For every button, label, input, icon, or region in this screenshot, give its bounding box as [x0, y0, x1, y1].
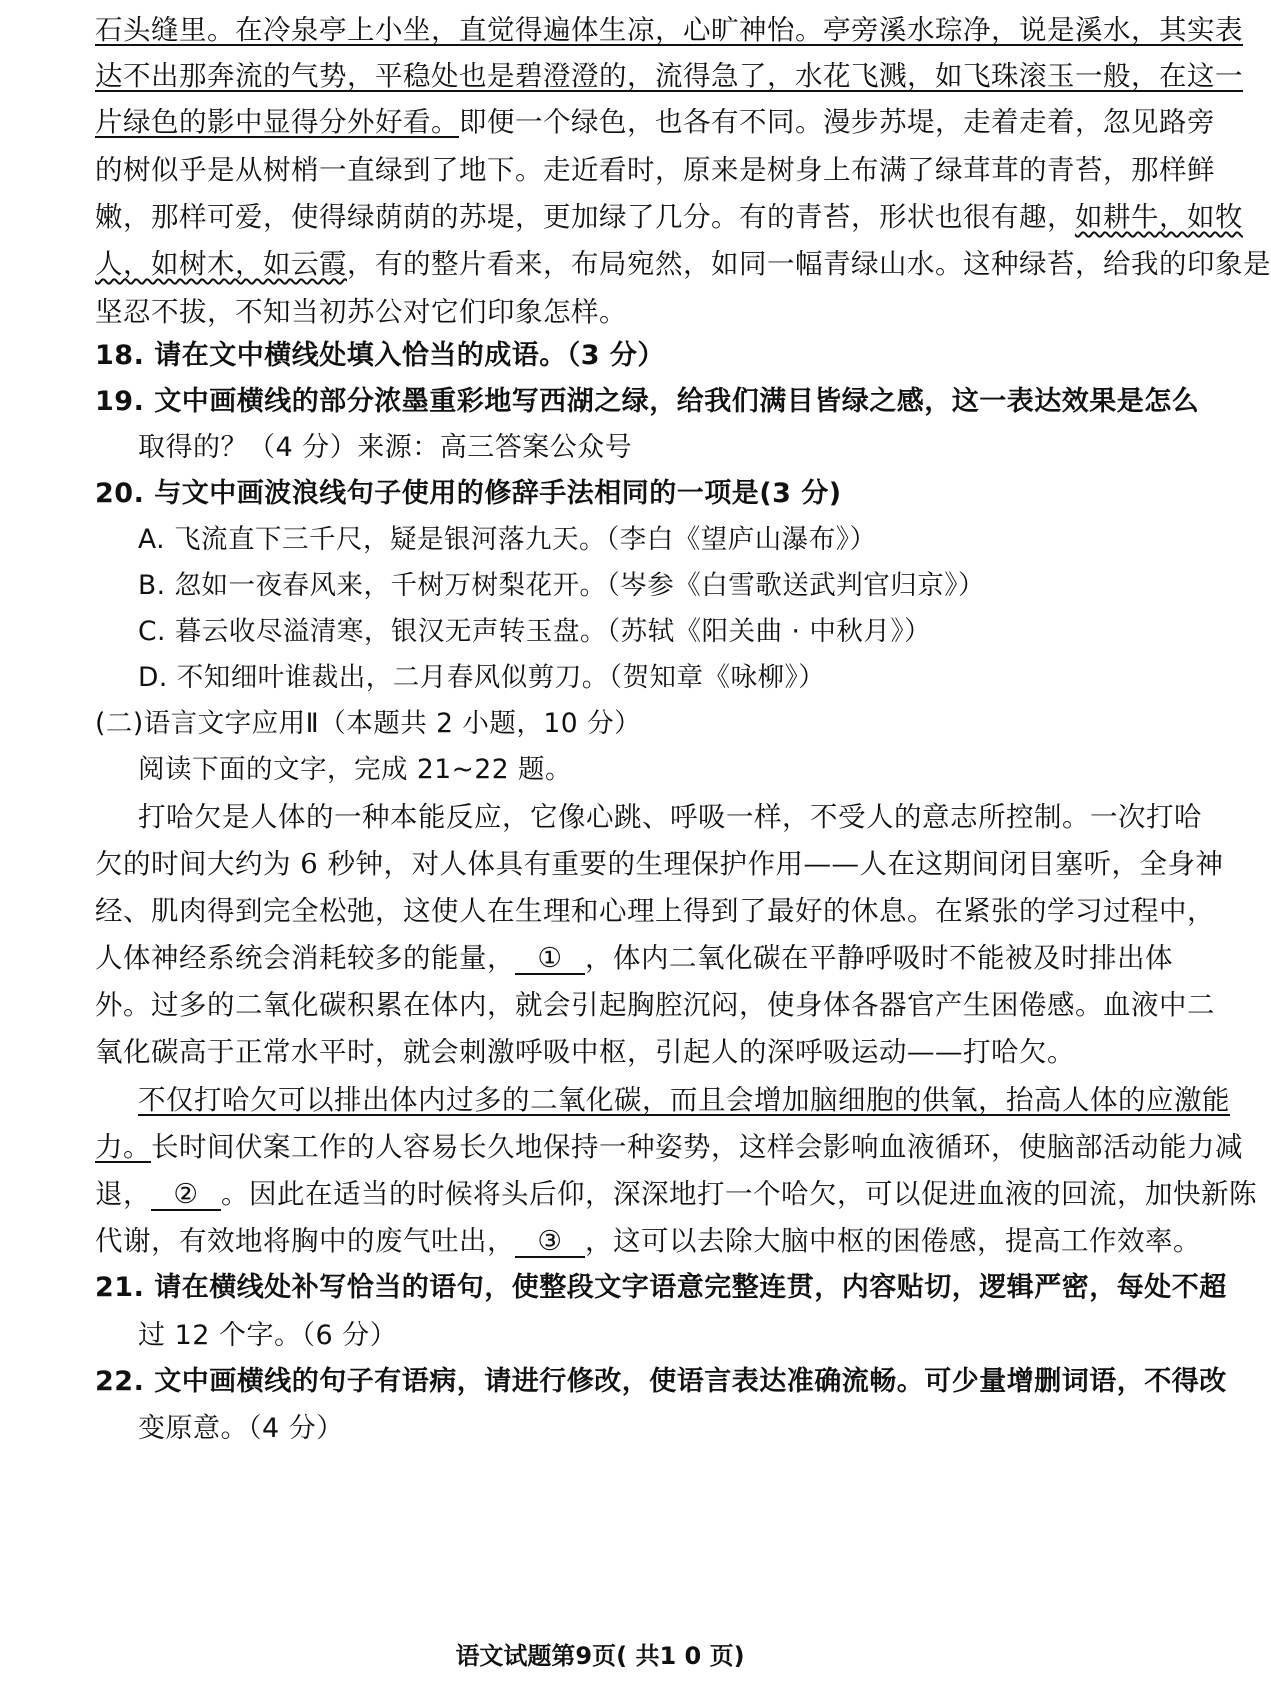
passage-text: 即便一个绿色，也各有不同。漫步苏堤，走着走着，忽见路旁	[459, 106, 1215, 138]
wavy-underlined-text: 如耕牛，如牧	[1075, 201, 1243, 233]
passage-text: 。因此在适当的时候将头后仰，深深地打一个哈欠，可以促进血液的回流，加快新陈	[221, 1178, 1257, 1210]
passage-text: 经、肌肉得到完全松弛，这使人在生理和心理上得到了最好的休息。在紧张的学习过程中，	[95, 895, 1215, 927]
passage2-line	[95, 844, 1223, 884]
question-19-cont: 取得的？（4 分）来源：高三答案公众号	[138, 432, 633, 463]
question-22-cont: 变原意。（4 分）	[138, 1413, 344, 1444]
option-d: D. 不知细叶谁裁出，二月春风似剪刀。（贺知章《咏柳》）	[138, 662, 826, 693]
passage-text: 欠的时间大约为 6 秒钟，对人体具有重要的生理保护作用——人在这期间闭目塞听，全身神	[95, 848, 1224, 880]
passage-text: 坚忍不拔，不知当初苏公对它们印象怎样。	[95, 296, 627, 328]
passage2-line	[138, 797, 1202, 837]
underlined-text: 不仅打哈欠可以排出体内过多的二氧化碳，而且会增加脑细胞的供氧，抬高人体的应激能	[138, 1084, 1230, 1116]
option-a: A. 飞流直下三千尺，疑是银河落九天。（李白《望庐山瀑布》）	[138, 524, 877, 555]
wavy-underlined-text: 人，如树木，如云霞	[95, 248, 347, 280]
passage2-line	[95, 891, 1215, 931]
passage-text: ，这可以去除大脑中枢的困倦感，提高工作效率。	[585, 1225, 1201, 1257]
underlined-text: 达不出那奔流的气势，平稳处也是碧澄澄的，流得急了，水花飞溅，如飞珠滚玉一般，在这一	[95, 60, 1243, 92]
section-title: (二)语言文字应用Ⅱ（本题共 2 小题，10 分）	[95, 708, 642, 739]
underlined-text: 力。	[95, 1131, 151, 1163]
passage1-line	[95, 197, 1243, 237]
passage2-line	[95, 1032, 1075, 1072]
passage2-line	[95, 985, 1215, 1025]
passage2-line	[95, 1221, 1201, 1261]
question-19: 19. 文中画横线的部分浓墨重彩地写西湖之绿，给我们满目皆绿之感，这一表达效果是怎么	[95, 386, 1200, 417]
section-intro: 阅读下面的文字，完成 21~22 题。	[138, 754, 572, 785]
passage1-line	[95, 56, 1243, 96]
passage1-line	[95, 102, 1215, 142]
passage-text: 外。过多的二氧化碳积累在体内，就会引起胸腔沉闷，使身体各器官产生困倦感。血液中二	[95, 989, 1215, 1021]
passage2-line	[138, 1080, 1230, 1120]
answer-blank-2[interactable]: ②	[151, 1179, 221, 1211]
question-18: 18. 请在文中横线处填入恰当的成语。（3 分）	[95, 340, 665, 371]
passage-text: ，有的整片看来，布局宛然，如同一幅青绿山水。这种绿苔，给我的印象是	[347, 248, 1271, 280]
option-b: B. 忽如一夜春风来，千树万树梨花开。（岑参《白雪歌送武判官归京》）	[138, 570, 986, 601]
passage-text: 的树似乎是从树梢一直绿到了地下。走近看时，原来是树身上布满了绿茸茸的青苔，那样鲜	[95, 154, 1215, 186]
question-22: 22. 文中画横线的句子有语病，请进行修改，使语言表达准确流畅。可少量增删词语，不得改	[95, 1366, 1227, 1397]
passage-text: 人体神经系统会消耗较多的能量，	[95, 942, 515, 974]
underlined-text: 石头缝里。在冷泉亭上小坐，直觉得遍体生凉，心旷神怡。亭旁溪水琮净，说是溪水，其实表	[95, 14, 1243, 46]
question-20: 20. 与文中画波浪线句子使用的修辞手法相同的一项是(3 分)	[95, 478, 842, 509]
passage1-line	[95, 10, 1243, 50]
answer-blank-1[interactable]: ①	[515, 943, 585, 975]
passage-text: 打哈欠是人体的一种本能反应，它像心跳、呼吸一样，不受人的意志所控制。一次打哈	[138, 801, 1202, 833]
question-21-cont: 过 12 个字。（6 分）	[138, 1320, 398, 1351]
option-c: C. 暮云收尽溢清寒，银汉无声转玉盘。（苏轼《阳关曲 · 中秋月》）	[138, 616, 932, 647]
passage-text: 氧化碳高于正常水平时，就会刺激呼吸中枢，引起人的深呼吸运动——打哈欠。	[95, 1036, 1075, 1068]
page-footer: 语文试题第9页( 共1 0 页)	[455, 1642, 745, 1670]
passage-text: 嫩，那样可爱，使得绿荫荫的苏堤，更加绿了几分。有的青苔，形状也很有趣，	[95, 201, 1075, 233]
answer-blank-3[interactable]: ③	[515, 1226, 585, 1258]
passage-text: 代谢，有效地将胸中的废气吐出，	[95, 1225, 515, 1257]
passage-text: 长时间伏案工作的人容易长久地保持一种姿势，这样会影响血液循环，使脑部活动能力减	[151, 1131, 1243, 1163]
question-21: 21. 请在横线处补写恰当的语句，使整段文字语意完整连贯，内容贴切，逻辑严密，每处不超	[95, 1272, 1227, 1303]
passage1-line	[95, 150, 1215, 190]
passage1-line	[95, 244, 1271, 284]
passage2-line	[95, 1174, 1257, 1214]
passage-text: ，体内二氧化碳在平静呼吸时不能被及时排出体	[585, 942, 1173, 974]
passage2-line	[95, 938, 1173, 978]
passage2-line	[95, 1127, 1243, 1167]
passage-text: 退，	[95, 1178, 151, 1210]
passage1-line	[95, 292, 627, 332]
underlined-text: 片绿色的影中显得分外好看。	[95, 106, 459, 138]
